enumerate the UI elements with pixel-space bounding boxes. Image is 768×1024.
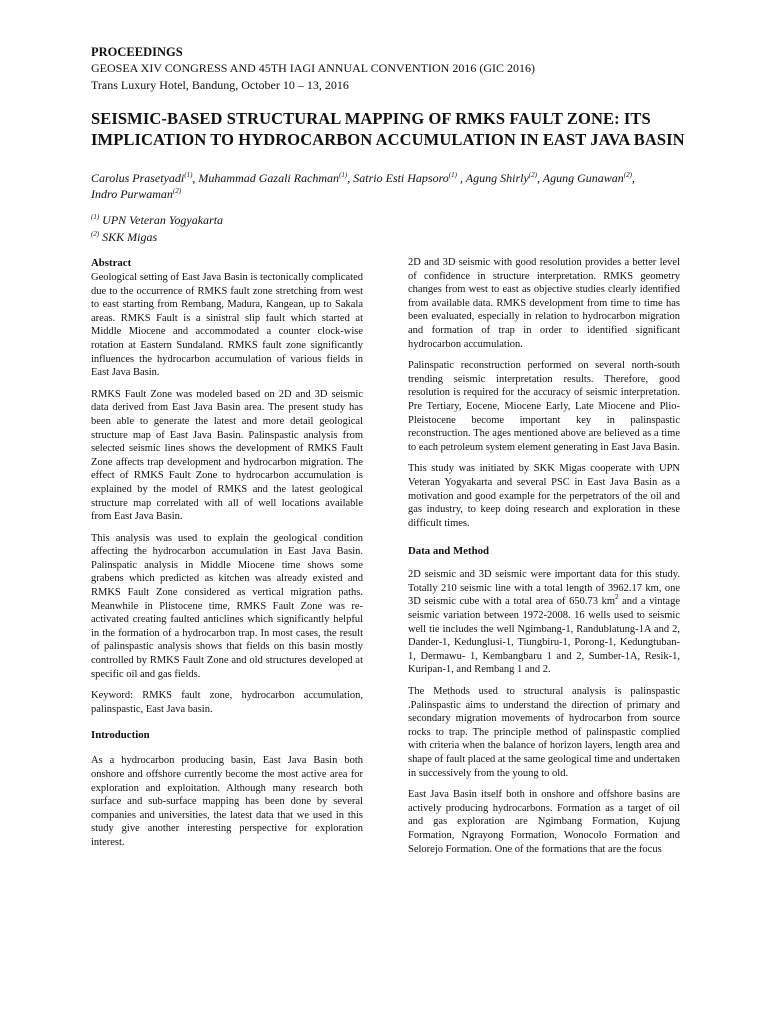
data-method-paragraph <box>408 568 680 677</box>
author-name: Carolus Prasetyadi <box>91 171 185 185</box>
affiliation-list <box>91 212 391 246</box>
keywords: Keyword: RMKS fault zone, hydrocarbon accumulation, palinspastic, East Java basin. <box>91 690 363 715</box>
data-paragraph-start: 2D seismic and 3D seismic were important data for this study. Totally 210 seismic line with a total length of 3962.17 km, one 3D seismic cube with a total area of 650.73 km <box>408 569 680 608</box>
author-name: Indro Purwaman <box>91 187 173 201</box>
abstract-heading: Abstract <box>91 257 132 269</box>
unit-superscript: 2 <box>615 593 619 602</box>
author-affil-mark: (2) <box>172 187 182 195</box>
author-affil-mark: (1) <box>448 171 457 179</box>
introduction-heading: Introduction <box>91 729 150 742</box>
author-separator: , <box>631 171 635 185</box>
intro-continued-paragraph: 2D and 3D seismic with good resolution provides a better level of confidence in structure interpretation. RMKS geometry changes from west to east as objective studies clearly identified from available data. RMKS development from time to time has been evaluated, especially in relation to hydrocarbon migration and formation of trap in order to identified significant hydrocarbon accumulation. <box>408 257 680 350</box>
author-affil-mark: (1) <box>339 171 348 179</box>
author-separator: , <box>456 171 466 185</box>
data-method-heading: Data and Method <box>408 545 489 558</box>
author-affil-mark: (1) <box>184 171 193 179</box>
author-separator: , <box>347 171 354 185</box>
author-separator: , <box>536 171 543 185</box>
author-name: Muhammad Gazali Rachman <box>198 171 340 185</box>
author-name: Satrio Esti Hapsoro <box>353 171 449 185</box>
proceedings-label: PROCEEDINGS <box>91 45 183 59</box>
author-affil-mark: (2) <box>528 171 537 179</box>
abstract-paragraph: RMKS Fault Zone was modeled based on 2D and 3D seismic data derived from East Java Basin area. The present study has been able to generate the latest and more detail geological structure map of East Java Basin. Palinspastic analysis from selected seismic lines shows the development of RMKS Fault Zone affects trap development and hydrocarbon migration. The effect of RMKS Fault Zone to hydrocarbon accumulation is explained by the model of RMKS and the latest geological structure map correlated with all of well locations available from East Java Basin. <box>91 388 363 523</box>
abstract-paragraph: This analysis was used to explain the geological condition affecting the hydrocarbon accumulation in East Java Basin. Palinspatic analysis in Middle Miocene time shows some grabens which predicted as kitchen was already existed and RMKS Fault Zone considered as vertical migration paths. Meanwhile in Plistocene time, RMKS Fault Zone was re-activated creating faulted anticlines which significantly helpful in the formation of a hydrocarbon trap. In most cases, the result of palinspastic analysis shows that fields on this basin mostly controlled by RMKS Fault Zone and old structures developed at specific oil and gas fields. <box>91 532 363 680</box>
data-paragraph-end: and a vintage seismic variation between 1972-2008. 16 wells used to seismic well tie includes the well Ngimbang-1, Randublatung-1A and 2, Dander-1, Kedunglusi-1, Tiungbiru-1, Porong-1, Kedungtuban-1, Dermawu- 1, Kembangbaru 1 and 2, Sumber-1A, Resik-1, Kuripan-1, and Rembang 1 and 2. <box>408 596 681 676</box>
author-name: Agung Gunawan <box>542 171 624 185</box>
introduction-paragraph: As a hydrocarbon producing basin, East Java Basin both onshore and offshore currently become the most active area for exploration and exploitation. Although many research both surface and sub-surface mapping has been done by several companies and universities, the latest data that we used in this study give another interesting perspective for exploration interest. <box>91 755 363 848</box>
conference-name: GEOSEA XIV CONGRESS AND 45TH IAGI ANNUAL CONVENTION 2016 (GIC 2016) <box>91 61 535 75</box>
abstract-paragraph: Geological setting of East Java Basin is tectonically complicated due to the occurrence of RMKS fault zone stretching from west to east starting from Rembang, Madura, Kangean, up to Sakala areas. RMKS Fault is a sinistral slip fault which started at Middle Miocene and accommodated a counter clock-wise rotation at Eastern Sundaland. RMKS fault zone significantly influences the hydrocarbon accumulation of various fields in East Java Basin. <box>91 272 363 379</box>
affiliation-item <box>91 212 391 229</box>
affil-name: SKK Migas <box>102 230 158 244</box>
proceedings-header <box>91 44 691 94</box>
affil-name: UPN Veteran Yogyakarta <box>102 213 224 227</box>
author-affil-mark: (2) <box>623 171 632 179</box>
intro-continued-paragraph: This study was initiated by SKK Migas cooperate with UPN Veteran Yogyakarta and several PSC in East Java Basin as a motivation and good example for the perpetrators of the oil and gas industry, to keep doing research and exploration in these difficult times. <box>408 463 680 529</box>
author-name: Agung Shirly <box>465 171 529 185</box>
right-column <box>408 256 680 864</box>
author-list <box>91 170 651 202</box>
data-method-paragraph: East Java Basin itself both in onshore and offshore basins are actively producing hydrocarbons. Formation as a target of oil and gas exploration are Ngimbang Formation, Kujung Formation, Ngrayong Formation, Wonocolo Formation and Selorejo Formation. One of the formations that are the focus <box>408 789 680 855</box>
conference-venue: Trans Luxury Hotel, Bandung, October 10 – 13, 2016 <box>91 78 349 92</box>
affiliation-item <box>91 229 391 246</box>
data-method-paragraph: The Methods used to structural analysis is palinspastic .Palinspastic aims to understand the direction of primary and secondary migration movements of hydrocarbon from source rocks to trap. The principle method of palinspastic complied with criteria when the balance of horizon layers, length area and shape of fault placed at the same geological time and undertaken in successively from the young to old. <box>408 686 680 779</box>
author-separator: , <box>192 171 199 185</box>
left-column <box>91 256 363 858</box>
affil-mark: (1) <box>91 213 100 221</box>
intro-continued-paragraph: Palinspatic reconstruction performed on several north-south trending seismic interpretation results. Therefore, good resolution is required for the accuracy of seismic interpretation. Pre Tertiary, Eocene, Miocene Early, Late Miocene and Plio-Pleistocene become important key in palinspastic reconstruction. The ages mentioned above are believed as a time to each petroleum system element generating in East Java Basin. <box>408 360 680 453</box>
affil-mark: (2) <box>91 230 100 238</box>
paper-title: SEISMIC-BASED STRUCTURAL MAPPING OF RMKS FAULT ZONE: ITS IMPLICATION TO HYDROCARBON ACCUMULATION IN EAST JAVA BASIN <box>91 109 685 149</box>
